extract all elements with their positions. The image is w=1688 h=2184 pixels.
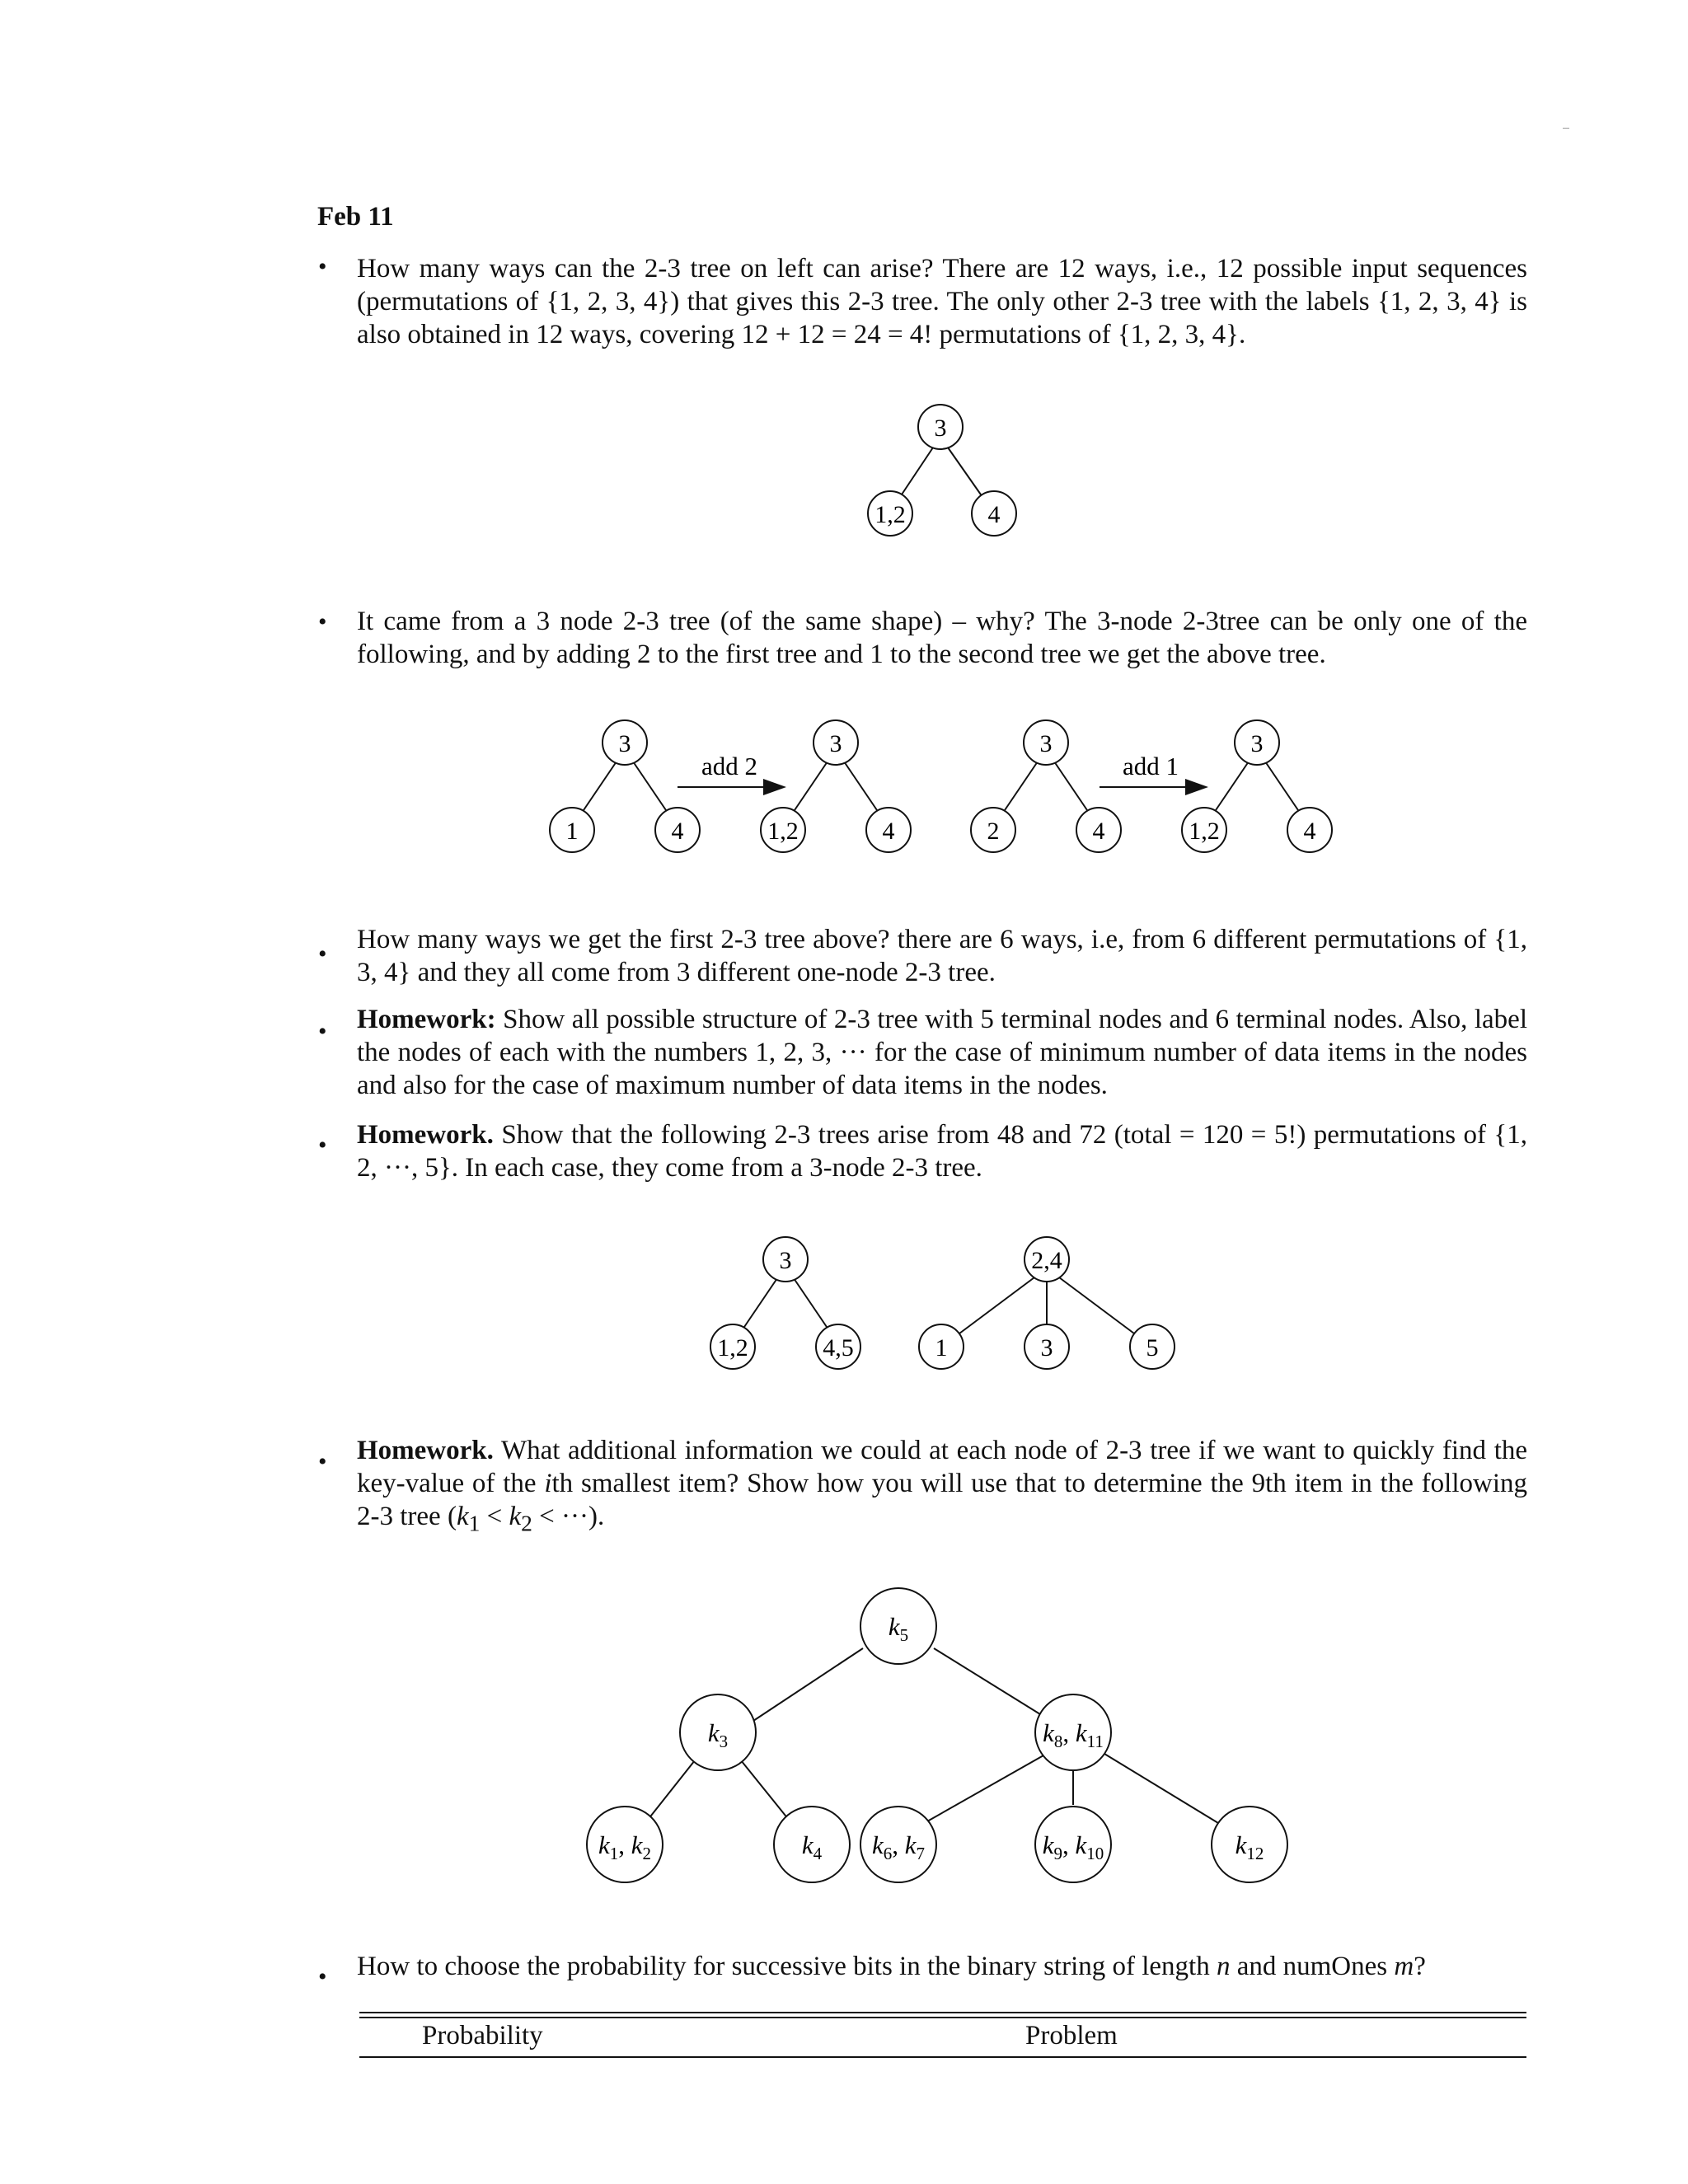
tree2c-right-label: 4 bbox=[1092, 818, 1105, 845]
lt-1: < bbox=[480, 1502, 509, 1531]
table-header-probability: Probability bbox=[422, 2021, 543, 2050]
tree2a-root-label: 3 bbox=[618, 730, 631, 757]
homework-1-text: Show all possible structure of 2-3 tree with 5 terminal nodes and 6 terminal nodes. Also, label the nodes of each with the numbers 1, 2, 3, ··· for the case of minimum number of data items in the nodes and also for the case of maximum number of data items in the nodes. bbox=[357, 1005, 1527, 1100]
tree3b-right-label: 5 bbox=[1146, 1334, 1159, 1361]
tree4-lr-label: $k_4$ bbox=[801, 1830, 823, 1863]
tree4-left-label: $k_3$ bbox=[707, 1718, 729, 1751]
tree4-ll-label: $k_1$, $k_2$ bbox=[598, 1830, 652, 1863]
homework-2-text: Show that the following 2-3 trees arise from 48 and 72 (total = 120 = 5!) permutations of {1, 2, ···, 5}. In each case, they come from a 3-node 2-3 tree. bbox=[357, 1120, 1528, 1183]
sub-1: 1 bbox=[468, 1510, 481, 1536]
var-k1: k bbox=[456, 1502, 469, 1531]
table-top-rule-2 bbox=[359, 2017, 1526, 2018]
tree4-rl-label: $k_6$, $k_7$ bbox=[871, 1830, 926, 1863]
tree4-rm-label: $k_9$, $k_{10}$ bbox=[1042, 1830, 1104, 1863]
tree3b-left-label: 1 bbox=[935, 1334, 948, 1361]
p7-text-b: and numOnes bbox=[1236, 1952, 1388, 1981]
sub-2: 2 bbox=[521, 1510, 532, 1536]
tree3a-left-label: 1,2 bbox=[717, 1334, 748, 1361]
tree4-right-label: $k_8$, $k_{11}$ bbox=[1043, 1718, 1104, 1751]
lt-2: < ···). bbox=[532, 1502, 605, 1531]
tree2a-right-label: 4 bbox=[671, 818, 684, 845]
homework-3-text-b: th smallest item? Show how you will use that to determine the 9th item in the following 2-3 tree ( bbox=[357, 1469, 1527, 1531]
paragraph-ways: How many ways can the 2-3 tree on left can arise? There are 12 ways, i.e., 12 possible input sequences (permutations of {1, 2, 3, 4}) that gives this 2-3 tree. The only other 2-3 tree with the labels {1, 2, 3, 4} is also obtained in 12 ways, covering 12 + 12 = 24 = 4! permutations of {1, 2, 3, 4}. bbox=[357, 254, 1527, 349]
table-top-rule bbox=[359, 2012, 1526, 2013]
bullet: • bbox=[318, 1018, 327, 1045]
tree2b-right-label: 4 bbox=[882, 818, 895, 845]
arrow1-label: add 2 bbox=[701, 752, 758, 780]
paragraph-came-from: It came from a 3 node 2-3 tree (of the same shape) – why? The 3-node 2-3tree can be only one of the following, and by adding 2 to the first tree and 1 to the second tree we get the above tree. bbox=[357, 607, 1527, 669]
tree2d-root-label: 3 bbox=[1250, 730, 1264, 757]
bullet: • bbox=[318, 253, 327, 280]
arrow2-label: add 1 bbox=[1122, 752, 1179, 780]
tree2c-root-label: 3 bbox=[1039, 730, 1053, 757]
bullet: • bbox=[318, 1963, 327, 1990]
bullet: • bbox=[318, 1448, 327, 1475]
tree2c-left-label: 2 bbox=[987, 818, 1000, 845]
tree2b-root-label: 3 bbox=[829, 730, 842, 757]
bullet: • bbox=[318, 608, 327, 635]
p7-text-a: How to choose the probability for successive bits in the binary string of length bbox=[357, 1952, 1210, 1981]
tree4-rr-label: $k_{12}$ bbox=[1235, 1830, 1264, 1863]
tree1-right-label: 4 bbox=[987, 501, 1001, 528]
tree2a-left-label: 1 bbox=[565, 818, 579, 845]
date-heading: Feb 11 bbox=[317, 202, 394, 232]
p7-text-c: ? bbox=[1414, 1952, 1426, 1981]
var-i: i bbox=[544, 1469, 552, 1498]
homework-label: Homework: bbox=[357, 1005, 496, 1034]
homework-label: Homework. bbox=[357, 1436, 494, 1465]
homework-label: Homework. bbox=[357, 1120, 494, 1150]
table-header-rule bbox=[359, 2056, 1526, 2058]
tree3b-root-label: 2,4 bbox=[1031, 1247, 1062, 1274]
tree3b-mid-label: 3 bbox=[1040, 1334, 1053, 1361]
paragraph-probability bbox=[357, 1950, 1527, 1983]
var-n: n bbox=[1216, 1952, 1231, 1981]
tree3a-root-label: 3 bbox=[779, 1247, 792, 1274]
tree1-left-label: 1,2 bbox=[874, 501, 906, 528]
tree2d-left-label: 1,2 bbox=[1189, 818, 1220, 845]
tree2b-left-label: 1,2 bbox=[767, 818, 799, 845]
homework-3-text-a: What additional information we could at each node of 2-3 tree if we want to quickly find the key-value of the bbox=[357, 1436, 1528, 1498]
var-m: m bbox=[1394, 1952, 1414, 1981]
var-k2: k bbox=[509, 1502, 522, 1531]
tree2d-right-label: 4 bbox=[1303, 818, 1316, 845]
tree1-root-label: 3 bbox=[934, 415, 947, 442]
bullet: • bbox=[318, 940, 327, 968]
paragraph-first-tree: How many ways we get the first 2-3 tree above? there are 6 ways, i.e, from 6 different permutations of {1, 3, 4} and they all come from 3 different one-node 2-3 tree. bbox=[357, 925, 1527, 987]
bullet: • bbox=[318, 1132, 327, 1159]
table-header-problem: Problem bbox=[1025, 2021, 1118, 2050]
tree4-root-label: $k_5$ bbox=[888, 1612, 909, 1645]
tree3a-right-label: 4,5 bbox=[823, 1334, 854, 1361]
